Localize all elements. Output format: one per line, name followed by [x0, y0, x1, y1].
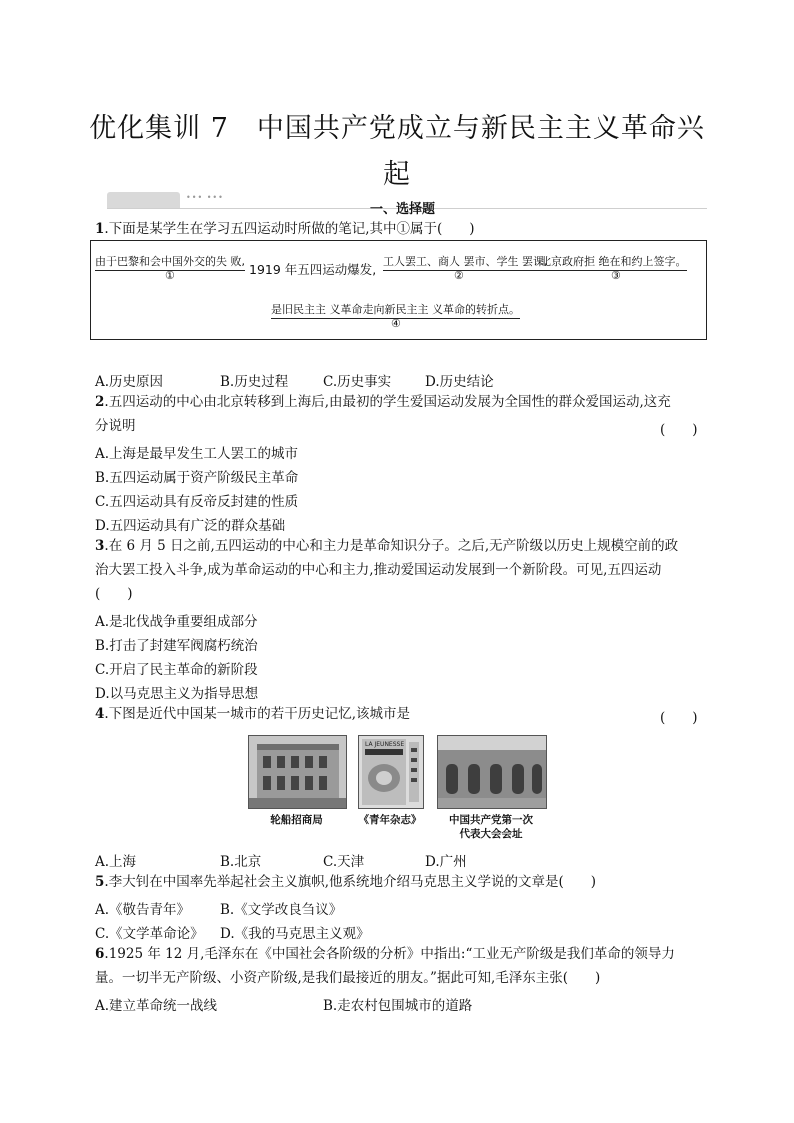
q1-option-a: A.历史原因: [95, 374, 164, 390]
q5-option-c: C.《文学革命论》: [95, 926, 204, 942]
question-6-line-2: 量。一切半无产阶级、小资产阶级,是我们最接近的朋友。”据此可知,毛泽东主张( ): [95, 970, 601, 986]
marker-3: ③: [611, 269, 621, 282]
question-number: 4: [95, 706, 105, 722]
question-text: .下图是近代中国某一城市的若干历史记忆,该城市是: [104, 706, 410, 722]
q2-option-d: D.五四运动具有广泛的群众基础: [95, 518, 286, 534]
q2-option-a: A.上海是最早发生工人罢工的城市: [95, 446, 299, 462]
q5-option-b: B.《文学改良刍议》: [220, 902, 343, 918]
q3-option-b: B.打击了封建军阀腐朽统治: [95, 638, 258, 654]
note-part-3: 工人罢工、商人 罢市、学生 罢课,: [383, 253, 548, 271]
q3-option-a: A.是北伐战争重要组成部分: [95, 614, 258, 630]
note-part-2: 1919 年五四运动爆发,: [249, 262, 377, 277]
note-part-4: 北京政府拒 绝在和约上签字。: [540, 253, 687, 271]
question-2: [95, 394, 671, 410]
q4-option-c: C.天津: [323, 854, 365, 870]
q6-option-b: B.走农村包围城市的道路: [323, 998, 473, 1014]
question-text: .下面是某学生在学习五四运动时所做的笔记,其中①属于( ): [104, 221, 475, 237]
q4-option-b: B.北京: [220, 854, 262, 870]
caption-3-line-2: 代表大会会址: [459, 828, 523, 840]
note-part-5: 是旧民主主 义革命走向新民主主 义革命的转折点。: [271, 301, 520, 319]
question-3-line-2: 治大罢工投入斗争,成为革命运动的中心和主力,推动爱国运动发展到一个新阶段。可见,五四运动: [95, 562, 662, 578]
q3-option-d: D.以马克思主义为指导思想: [95, 686, 259, 702]
section-title: 一、选择题: [370, 202, 436, 217]
marker-4: ④: [391, 317, 401, 330]
study-note-box: [90, 240, 707, 340]
caption-3-line-1: 中国共产党第一次: [449, 814, 533, 826]
q5-option-d: D.《我的马克思主义观》: [220, 926, 370, 942]
section-dots: ••• •••: [186, 193, 224, 202]
answer-blank: ( ): [660, 422, 698, 438]
answer-blank: ( ): [660, 710, 698, 726]
question-text: .五四运动的中心由北京转移到上海后,由最初的学生爱国运动发展为全国性的群众爱国运动,这充: [104, 394, 671, 410]
q6-option-a: A.建立革命统一战线: [95, 998, 218, 1014]
question-text: .在 6 月 5 日之前,五四运动的中心和主力是革命知识分子。之后,无产阶级以历史上规模空前的政: [104, 538, 679, 554]
note-part-1: 由于巴黎和会中国外交的失 败,: [95, 253, 245, 271]
marker-1: ①: [165, 269, 175, 282]
section-tab: [107, 192, 180, 208]
q1-option-d: D.历史结论: [425, 374, 494, 390]
question-number: 2: [95, 394, 105, 410]
question-4: [95, 706, 410, 722]
q1-option-b: B.历史过程: [220, 374, 289, 390]
page-title: 优化集训 7 中国共产党成立与新民主主义革命兴: [89, 113, 705, 144]
question-3: [95, 538, 678, 554]
question-5: [95, 874, 596, 890]
caption-2: 《青年杂志》: [358, 814, 422, 826]
photo-first-congress-site: [437, 735, 547, 809]
question-number: 3: [95, 538, 105, 554]
question-1: [95, 221, 475, 237]
question-2-line-2: 分说明: [95, 418, 136, 434]
q1-option-c: C.历史事实: [323, 374, 392, 390]
question-number: 6: [95, 946, 105, 962]
question-text: .1925 年 12 月,毛泽东在《中国社会各阶级的分析》中指出:“工业无产阶级是我们革命的领导力: [104, 946, 675, 962]
photo-china-merchants-building: [248, 735, 347, 809]
photo-youth-magazine: [358, 735, 424, 809]
question-number: 5: [95, 874, 105, 890]
answer-blank: ( ): [95, 586, 133, 602]
q4-option-d: D.广州: [425, 854, 467, 870]
question-number: 1: [95, 221, 105, 237]
question-6: [95, 946, 675, 962]
page-title-continued: 起: [383, 159, 411, 190]
q4-option-a: A.上海: [95, 854, 137, 870]
q2-option-b: B.五四运动属于资产阶级民主革命: [95, 470, 299, 486]
marker-2: ②: [454, 269, 464, 282]
magazine-label: LA JEUNESSE: [365, 741, 405, 748]
q5-option-a: A.《敬告青年》: [95, 902, 191, 918]
question-text: .李大钊在中国率先举起社会主义旗帜,他系统地介绍马克思主义学说的文章是( ): [104, 874, 597, 890]
q2-option-c: C.五四运动具有反帝反封建的性质: [95, 494, 299, 510]
q3-option-c: C.开启了民主革命的新阶段: [95, 662, 258, 678]
caption-1: 轮船招商局: [270, 814, 323, 826]
